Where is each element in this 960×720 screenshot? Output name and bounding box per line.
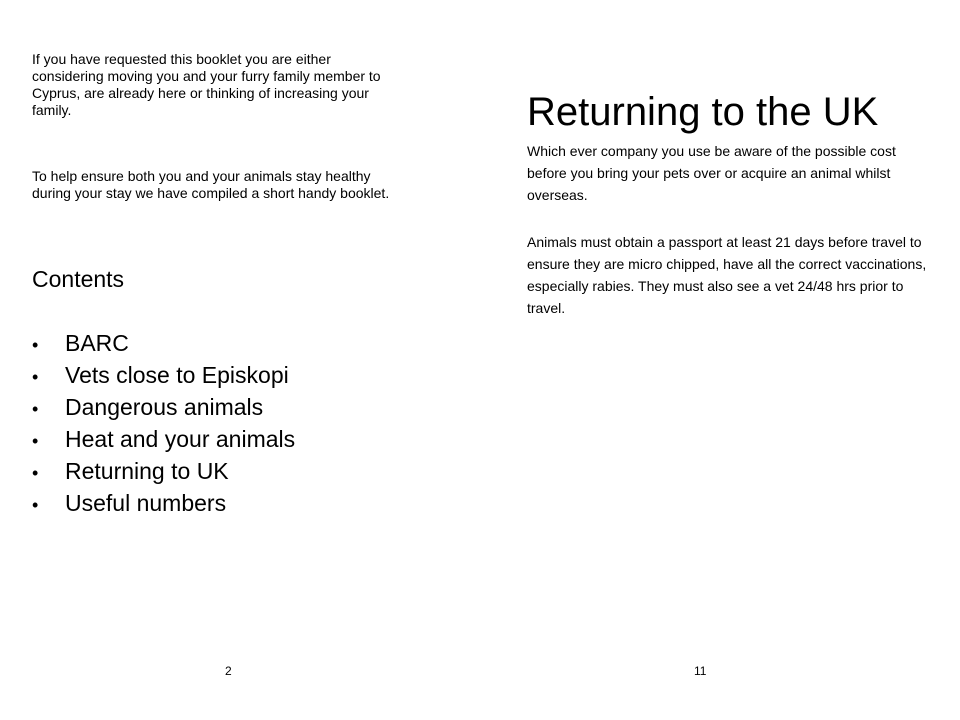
contents-list xyxy=(32,327,295,519)
contents-item-label: Vets close to Episkopi xyxy=(65,362,289,388)
contents-item xyxy=(32,455,295,487)
page-number: 11 xyxy=(694,664,707,678)
contents-item-label: BARC xyxy=(65,330,129,356)
contents-item xyxy=(32,327,295,359)
contents-item-label: Useful numbers xyxy=(65,490,227,516)
contents-heading: Contents xyxy=(32,266,125,292)
contents-item xyxy=(32,487,295,519)
contents-item xyxy=(32,423,295,455)
body-paragraph: Which ever company you use be aware of the possible cost before you bring your pets over or acquire an animal whilst overseas. xyxy=(527,143,896,203)
contents-item xyxy=(32,359,295,391)
bullet-icon: • xyxy=(32,367,39,387)
bullet-icon: • xyxy=(32,463,39,483)
section-title: Returning to the UK xyxy=(527,90,879,134)
contents-item-label: Heat and your animals xyxy=(65,426,296,452)
right-page xyxy=(480,0,960,720)
bullet-icon: • xyxy=(32,335,39,355)
bullet-icon: • xyxy=(32,495,39,515)
intro-paragraph: To help ensure both you and your animals stay healthy during your stay we have compiled a short handy booklet. xyxy=(32,168,390,201)
bullet-icon: • xyxy=(32,399,39,419)
bullet-icon: • xyxy=(32,431,39,451)
contents-item-label: Returning to UK xyxy=(65,458,229,484)
page-number: 2 xyxy=(225,664,232,678)
contents-item xyxy=(32,391,295,423)
body-paragraph: Animals must obtain a passport at least 21 days before travel to ensure they are micro chipped, have all the correct vaccinations, especially rabies. They must also see a vet 24/48 hrs prior to travel. xyxy=(527,234,927,316)
intro-paragraph: If you have requested this booklet you are either considering moving you and your furry family member to Cyprus, are already here or thinking of increasing your family. xyxy=(32,51,381,118)
contents-item-label: Dangerous animals xyxy=(65,394,264,420)
